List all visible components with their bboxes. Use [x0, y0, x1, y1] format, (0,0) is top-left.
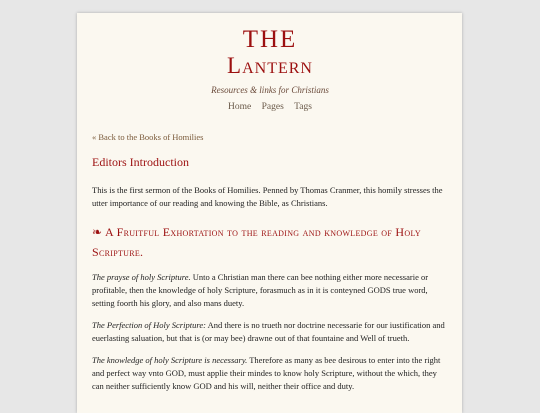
nav-home[interactable]: Home — [228, 102, 252, 112]
back-to-homilies-link[interactable]: « Back to the Books of Homilies — [92, 132, 204, 142]
site-title-line2: Lantern — [227, 53, 313, 78]
back-link-container — [92, 132, 448, 142]
paragraph-lead: The knowledge of holy Scripture is necessary. — [92, 355, 248, 365]
sermon-title — [92, 222, 448, 262]
main-nav — [92, 102, 448, 112]
nav-pages[interactable]: Pages — [261, 102, 284, 112]
site-tagline: Resources & links for Christians — [211, 85, 329, 95]
intro-paragraph: This is the first sermon of the Books of Homilies. Penned by Thomas Cranmer, this homily stresses the utter importance of our reading and knowing the Bible, as Christians. — [92, 185, 443, 208]
paragraph-lead: The Perfection of Holy Scripture: — [92, 320, 206, 330]
paragraph-perfection — [92, 319, 448, 345]
fleuron-icon: ❧ — [92, 225, 103, 239]
sermon-title-text: A Fruitful Exhortation to the reading and knowledge of Holy Scripture. — [92, 225, 421, 259]
paragraph-body: Unto a Christian man there can bee nothing either more necessarie or profitable, then the knowledge of holy Scripture, forasmuch as in it is conteyned GODS true word, setting foorth his glory, and also mans duety. — [92, 272, 429, 308]
paragraph-lead: The prayse of holy Scripture. — [92, 272, 191, 282]
content-page — [77, 13, 462, 413]
editors-heading: Editors Introduction — [92, 155, 189, 169]
paragraph-body: Therefore as many as bee desirous to enter into the right and perfect way vnto GOD, must applie their mindes to know holy Scripture, without the which, they can neither sufficiently know GOD and his will, neither their office and duty. — [92, 355, 441, 391]
nav-tags[interactable]: Tags — [294, 102, 312, 112]
paragraph-knowledge — [92, 354, 448, 393]
paragraph-body: And there is no trueth nor doctrine necessarie for our iustification and euerlasting saluation, but that is (or may bee) drawne out of that fountaine and Well of trueth. — [92, 320, 445, 343]
site-masthead[interactable] — [92, 27, 448, 95]
paragraph-praise — [92, 271, 448, 310]
site-title-line1: THE — [242, 26, 298, 53]
